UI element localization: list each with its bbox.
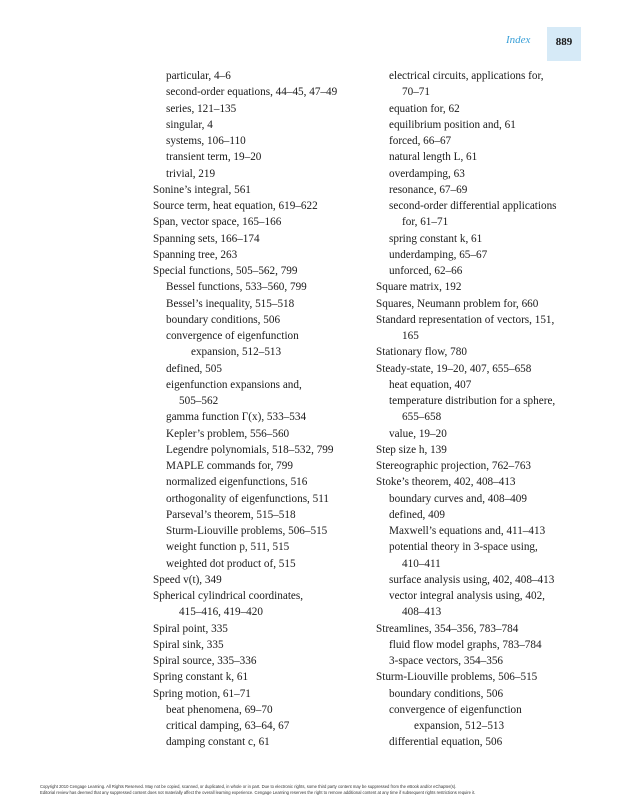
index-entry: Source term, heat equation, 619–622 [153,200,318,212]
index-entry: Stereographic projection, 762–763 [376,460,532,472]
index-entry: gamma function Γ(x), 533–534 [166,411,307,424]
index-entry: trivial, 219 [166,167,216,180]
index-entry: Spiral sink, 335 [153,638,224,651]
index-entry: temperature distribution for a sphere, [389,395,556,407]
index-entry: boundary conditions, 506 [389,687,504,700]
index-entry: singular, 4 [166,118,213,131]
index-entry: Sturm-Liouville problems, 506–515 [376,671,538,684]
index-entry: overdamping, 63 [389,167,465,180]
index-entry: resonance, 67–69 [389,183,468,196]
index-entry: forced, 66–67 [389,135,452,147]
index-entry: defined, 505 [166,362,222,375]
index-entry: Bessel’s inequality, 515–518 [166,297,295,310]
index-entry: defined, 409 [389,508,445,521]
index-entry: 415–416, 419–420 [179,606,263,619]
index-entry: convergence of eigenfunction [166,330,299,342]
index-entry: Spring motion, 61–71 [153,687,251,700]
index-entry: equilibrium position and, 61 [389,118,516,131]
index-entry: 408–413 [402,606,442,619]
index-entry: potential theory in 3-space using, [389,541,538,554]
index-entry: Bessel functions, 533–560, 799 [166,281,307,294]
index-entry: convergence of eigenfunction [389,703,522,716]
index-entry: series, 121–135 [166,102,237,115]
index-entry: Spring constant k, 61 [153,671,249,684]
index-entry: Steady-state, 19–20, 407, 655–658 [376,362,532,375]
index-entry: normalized eigenfunctions, 516 [166,476,308,489]
index-entry: electrical circuits, applications for, [389,70,544,82]
index-entry: surface analysis using, 402, 408–413 [389,573,555,586]
index-entry: weighted dot product of, 515 [166,557,296,570]
index-entry: weight function p, 511, 515 [166,541,290,554]
index-entry: 410–411 [402,557,441,570]
index-entry: Special functions, 505–562, 799 [153,265,298,277]
index-entry: Sturm-Liouville problems, 506–515 [166,525,328,537]
index-entry: damping constant c, 61 [166,736,270,749]
index-entry: 70–71 [402,86,430,99]
index-entry: 165 [402,330,419,342]
index-entry: Square matrix, 192 [376,281,462,294]
index-entry: fluid flow model graphs, 783–784 [389,638,542,651]
index-column-right [376,68,586,751]
index-entry: Spanning tree, 263 [153,248,238,261]
running-header-section: Index [506,34,531,46]
index-entry: Kepler’s problem, 556–560 [166,427,290,440]
index-entry: Spiral source, 335–336 [153,655,257,667]
index-entry: Span, vector space, 165–166 [153,216,282,229]
index-entry: unforced, 62–66 [389,265,463,277]
index-entry: systems, 106–110 [166,135,246,147]
index-entry: expansion, 512–513 [191,346,282,359]
index-entry: orthogonality of eigenfunctions, 511 [166,492,330,505]
index-entry: particular, 4–6 [166,70,231,82]
index-entry: Spherical cylindrical coordinates, [153,590,304,602]
index-entry: 505–562 [179,395,219,407]
index-entry: 655–658 [402,411,442,424]
index-entry: Streamlines, 354–356, 783–784 [376,622,519,635]
index-entry: Speed v(t), 349 [153,573,222,586]
page-number: 889 [555,36,573,48]
index-entry: Stationary flow, 780 [376,346,467,359]
index-entry: expansion, 512–513 [414,720,505,732]
index-column-left [153,68,368,751]
index-entry: spring constant k, 61 [389,232,483,245]
index-entry: critical damping, 63–64, 67 [166,720,290,732]
index-entry: for, 61–71 [402,216,449,229]
copyright-line: Copyright 2010 Cengage Learning. All Rights Reserved. May not be copied, scanned, or duplicated, in whole or in part. Due to electronic rights, some third party content may be suppressed from the eBook and/or eChapter(s). [40,784,457,789]
index-entry: natural length L, 61 [389,151,478,164]
index-entry: Squares, Neumann problem for, 660 [376,297,539,310]
index-entry: 3-space vectors, 354–356 [389,655,504,667]
copyright-footer [40,784,585,796]
index-entry: eigenfunction expansions and, [166,378,302,391]
index-entry: beat phenomena, 69–70 [166,703,273,716]
index-entry: differential equation, 506 [389,736,503,749]
index-entry: boundary curves and, 408–409 [389,492,527,505]
index-entry: underdamping, 65–67 [389,248,488,261]
index-entry: second-order differential applications [389,200,557,212]
index-entry: MAPLE commands for, 799 [166,460,293,472]
index-entry: Step size h, 139 [376,443,447,456]
index-entry: Spiral point, 335 [153,622,228,635]
index-entry: Sonine’s integral, 561 [153,183,251,196]
index-entry: transient term, 19–20 [166,151,262,164]
index-entry: vector integral analysis using, 402, [389,590,545,602]
index-entry: Legendre polynomials, 518–532, 799 [166,443,334,456]
index-entry: second-order equations, 44–45, 47–49 [166,86,338,99]
index-entry: equation for, 62 [389,102,460,115]
index-entry: boundary conditions, 506 [166,313,281,326]
index-entry: value, 19–20 [389,427,447,440]
index-entry: heat equation, 407 [389,378,472,391]
index-entry: Parseval’s theorem, 515–518 [166,508,296,521]
copyright-line: Editorial review has deemed that any suppressed content does not materially affect the overall learning experience. Cengage Learning reserves the right to remove additional content at any time if subsequent rights restrictions require it. [40,790,476,795]
index-entry: Spanning sets, 166–174 [153,232,260,245]
index-entry: Stoke’s theorem, 402, 408–413 [376,476,516,489]
index-entry: Standard representation of vectors, 151, [376,313,555,326]
index-entry: Maxwell’s equations and, 411–413 [389,525,546,537]
